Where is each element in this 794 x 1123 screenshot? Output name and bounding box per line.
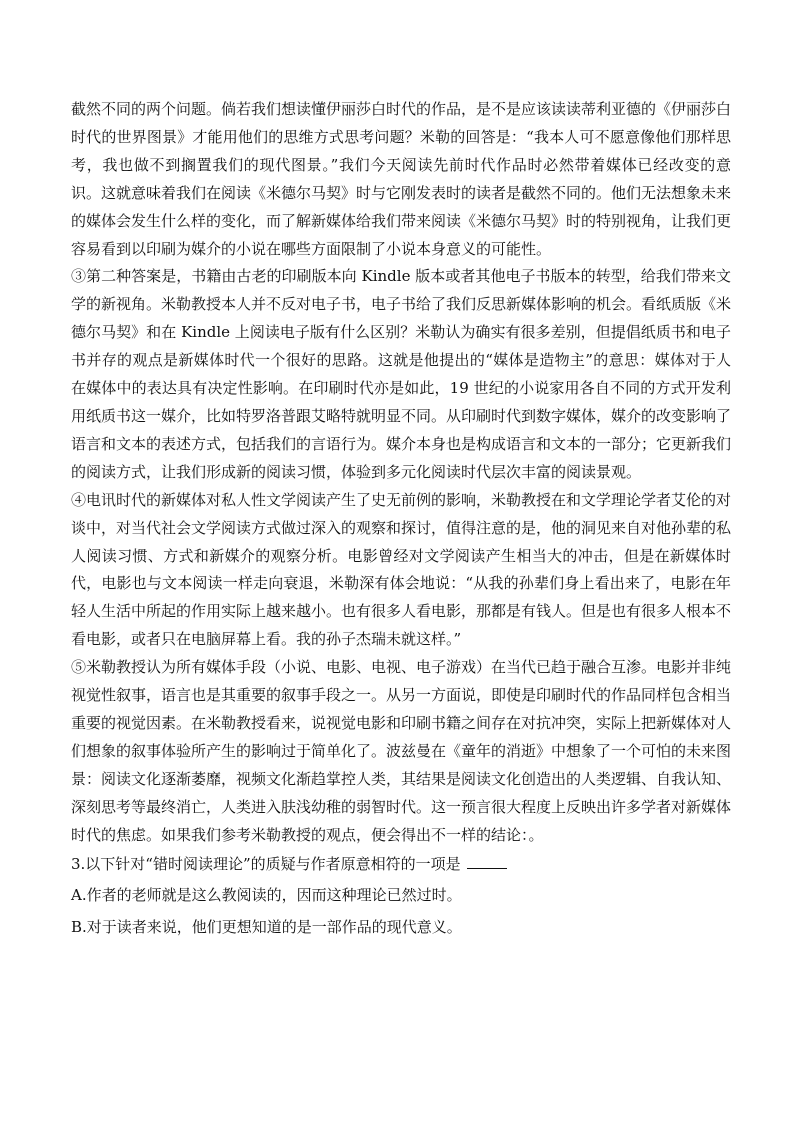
passage-paragraph-continued: 截然不同的两个问题。倘若我们想读懂伊丽莎白时代的作品，是不是应该读读蒂利亚德的《伊丽莎白时代的世界图景》才能用他们的思维方式思考问题？米勒的回答是：“我本人可不愿意像他们那样思考，我也做不到搁置我们的现代图景。”我们今天阅读先前时代作品时必然带着媒体已经改变的意识。这就意味着我们在阅读《米德尔马契》时与它刚发表时的读者是截然不同的。他们无法想象未来的媒体会发生什么样的变化，而了解新媒体给我们带来阅读《米德尔马契》时的特别视角，让我们更容易看到以印刷为媒介的小说在哪些方面限制了小说本身意义的可能性。 <box>71 100 732 258</box>
question-stem-text: 3.以下针对“错时阅读理论”的质疑与作者原意相符的一项是 <box>71 855 461 874</box>
question-stem <box>71 851 731 879</box>
option-a[interactable]: A.作者的老师就是这么教阅读的，因而这种理论已然过时。 <box>71 886 462 905</box>
option-b[interactable]: B.对于读者来说，他们更想知道的是一部作品的现代意义。 <box>71 918 462 937</box>
passage-paragraph-4: ④电讯时代的新媒体对私人性文学阅读产生了史无前例的影响，米勒教授在和文学理论学者艾伦的对谈中，对当代社会文学阅读方式做过深入的观察和探讨，值得注意的是，他的洞见来自对他孙辈的私人阅读习惯、方式和新媒介的观察分析。电影曾经对文学阅读产生相当大的冲击，但是在新媒体时代，电影也与文本阅读一样走向衰退，米勒深有体会地说：“从我的孙辈们身上看出来了，电影在年轻人生活中所起的作用实际上越来越小。也有很多人看电影，那都是有钱人。但是也有很多人根本不看电影，或者只在电脑屏幕上看。我的孙子杰瑞未就这样。” <box>71 490 732 649</box>
passage-paragraph-3: ③第二种答案是，书籍由古老的印刷版本向 Kindle 版本或者其他电子书版本的转型，给我们带来文学的新视角。米勒教授本人并不反对电子书，电子书给了我们反思新媒体影响的机会。看纸质版《米德尔马契》和在 Kindle 上阅读电子版有什么区别？米勒认为确实有很多差别，但提倡纸质书和电子书并存的观点是新媒体时代一个很好的思路。这就是他提出的“媒体是造物主”的意思：媒体对于人在媒体中的表达具有决定性影响。在印刷时代亦是如此，19 世纪的小说家用各自不同的方式开发利用纸质书这一媒介，比如特罗洛普跟艾略特就明显不同。从印刷时代到数字媒体，媒介的改变影响了语言和文本的表述方式，包括我们的言语行为。媒介本身也是构成语言和文本的一部分；它更新我们的阅读方式，让我们形成新的阅读习惯，体验到多元化阅读时代层次丰富的阅读景观。 <box>71 267 732 481</box>
passage-paragraph-5: ⑤米勒教授认为所有媒体手段（小说、电影、电视、电子游戏）在当代已趋于融合互渗。电影并非纯视觉性叙事，语言也是其重要的叙事手段之一。从另一方面说，即使是印刷时代的作品同样包含相当重要的视觉因素。在米勒教授看来，说视觉电影和印刷书籍之间存在对抗冲突，实际上把新媒体对人们想象的叙事体验所产生的影响过于简单化了。波兹曼在《童年的消逝》中想象了一个可怕的未来图景：阅读文化逐渐萎靡，视频文化渐趋掌控人类，其结果是阅读文化创造出的人类逻辑、自我认知、深刻思考等最终消亡，人类进入肤浅幼稚的弱智时代。这一预言很大程度上反映出许多学者对新媒体时代的焦虑。如果我们参考米勒教授的观点，便会得出不一样的结论：。 <box>71 658 732 844</box>
answer-blank[interactable] <box>467 854 507 869</box>
document-page <box>71 96 731 943</box>
